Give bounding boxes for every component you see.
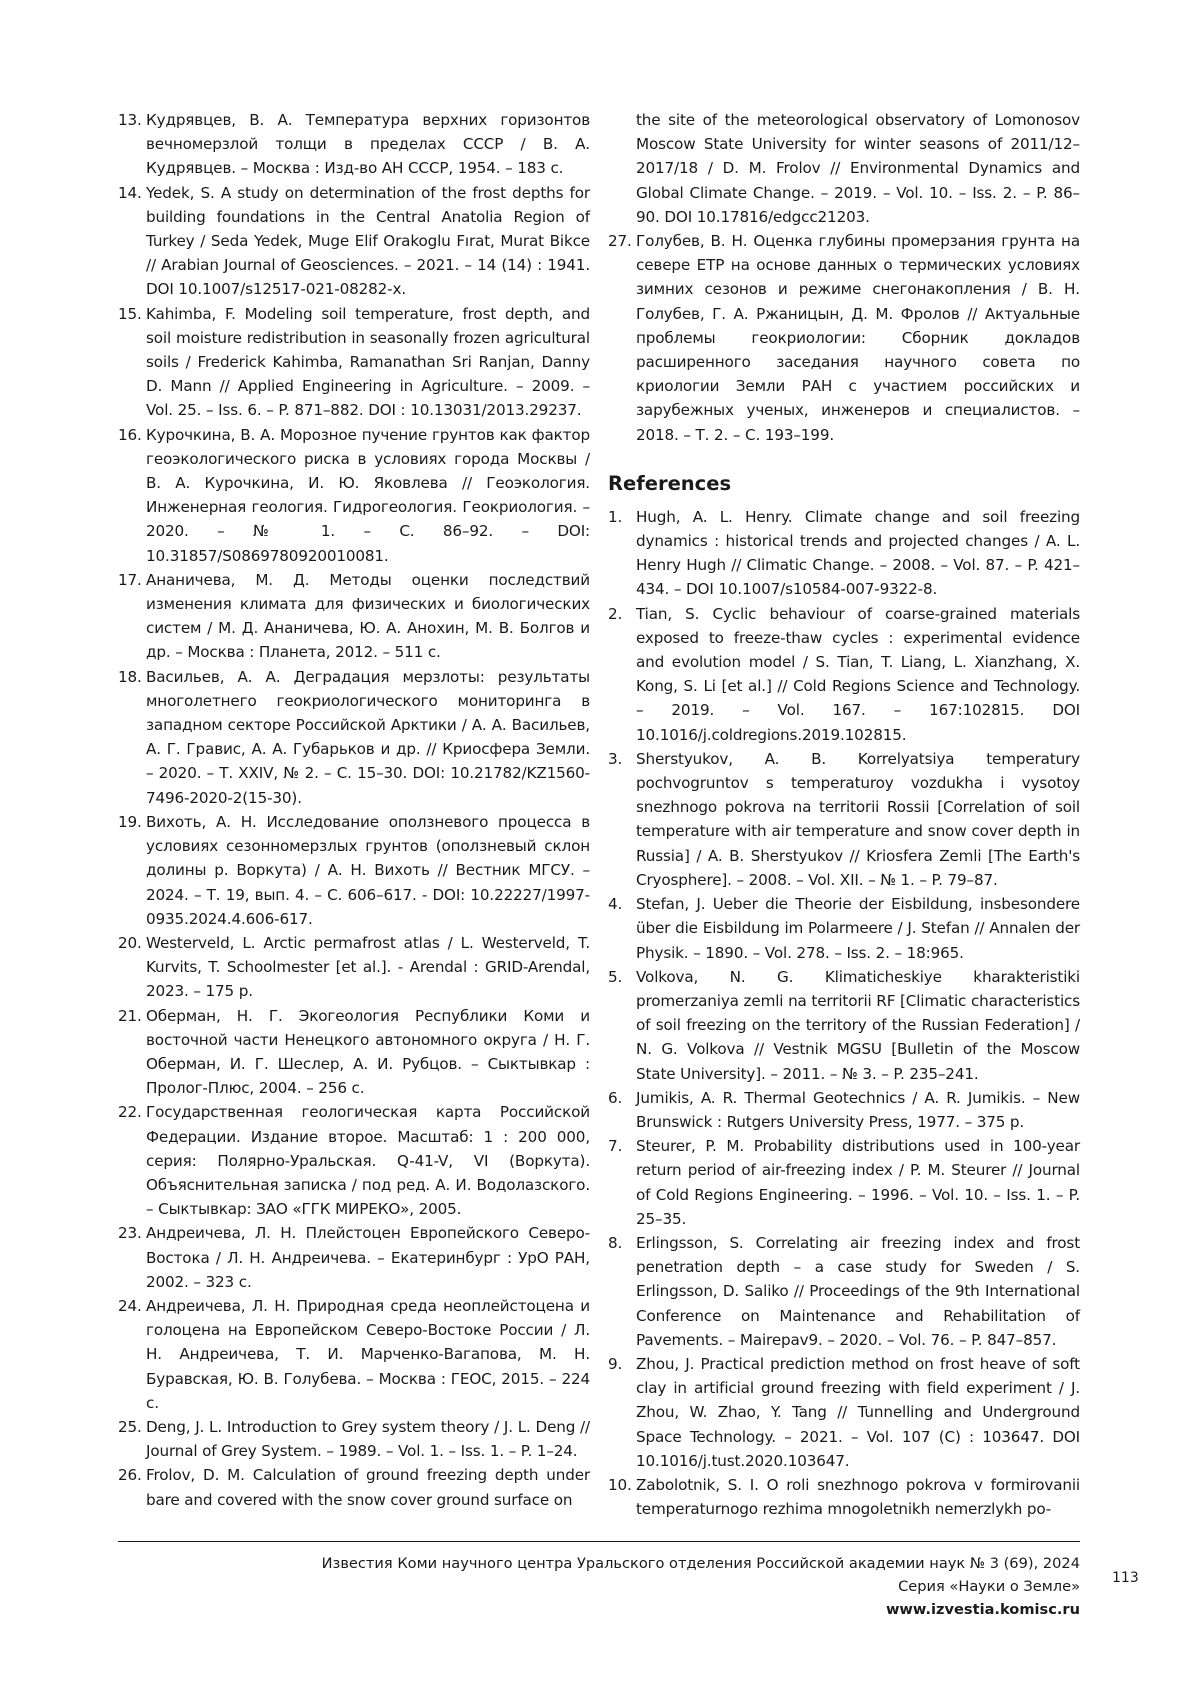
reference-continuation: the site of the meteorological observatory of Lomonosov Moscow State University for winter seasons of 2011/12–2017/18 / D. M. Frolov // Environmental Dynamics and Global Climate Change. – 2019. – Vol. 10. – Iss. 2. – P. 86–90. DOI 10.17816/edgcc21203. (636, 111, 1080, 226)
reference-item (118, 1415, 590, 1463)
series-title: Серия «Науки о Земле» (898, 1578, 1080, 1595)
reference-list-russian (118, 108, 590, 1512)
reference-item (118, 1100, 590, 1221)
reference-number: 7. (608, 1137, 623, 1156)
reference-item (118, 1463, 590, 1511)
reference-number: 25. (118, 1417, 142, 1436)
reference-text: Erlingsson, S. Correlating air freezing index and frost penetration depth – a case study for Sweden / S. Erlingsson, D. Saliko // Proceedings of the 9th International Conference on Maintenance and Rehabilitation of Pavements. – Mairepav9. – 2020. – Vol. 76. – P. 847–857. (636, 1233, 1080, 1349)
reference-number: 13. (118, 111, 142, 129)
reference-item (118, 181, 590, 302)
reference-number: 4. (608, 895, 623, 914)
reference-text: Stefan, J. Ueber die Theorie der Eisbildung, insbesondere über die Eisbildung im Polarmeere / J. Stefan // Annalen der Physik. – 1890. – Vol. 278. – Iss. 2. – 18:965. (636, 895, 1080, 962)
reference-item (118, 1221, 590, 1294)
reference-number: 8. (608, 1233, 623, 1252)
reference-text: Zhou, J. Practical prediction method on frost heave of soft clay in artificial ground freezing with field experiment / J. Zhou, W. Zhao, Y. Tang // Tunnelling and Underground Space Technology. – 2021. – Vol. 107 (C) : 103647. DOI 10.1016/j.tust.2020.103647. (636, 1354, 1080, 1470)
reference-text: Андреичева, Л. Н. Плейстоцен Европейского Северо-Востока / Л. Н. Андреичева. – Екатеринбург : УрО РАН, 2002. – 323 с. (146, 1224, 590, 1291)
reference-item (118, 108, 590, 181)
reference-number: 16. (118, 425, 142, 444)
footer (322, 1552, 1080, 1621)
reference-item (608, 1473, 1080, 1521)
reference-number: 15. (118, 304, 142, 323)
reference-text: Андреичева, Л. Н. Природная среда неоплейстоцена и голоцена на Европейском Северо-Востоке России / Л. Н. Андреичева, Т. И. Марченко-Вагапова, М. Н. Буравская, Ю. В. Голубева. – Москва : ГЕОС, 2015. – 224 с. (146, 1296, 590, 1412)
reference-number: 5. (608, 967, 623, 986)
reference-number: 1. (608, 507, 623, 526)
left-column (118, 108, 590, 1512)
reference-text: Volkova, N. G. Klimaticheskiye kharakteristiki promerzaniya zemli na territorii RF [Climatic characteristics of soil freezing on the territory of the Russian Federation] / N. G. Volkova // Vestnik MGSU [Bulletin of the Moscow State University]. – 2011. – № 3. – P. 235–241. (636, 967, 1080, 1083)
reference-text: Вихоть, А. Н. Исследование оползневого процесса в условиях сезонномерзлых грунтов (оползневый склон долины р. Воркута) / А. Н. Вихоть // Вестник МГСУ. – 2024. – Т. 19, вып. 4. – С. 606–617. - DOI: 10.22227/1997-0935.2024.4.606-617. (146, 812, 590, 928)
reference-text: Westerveld, L. Arctic permafrost atlas / L. Westerveld, T. Kurvits, T. Schoolmester [et al.]. - Arendal : GRID-Arendal, 2023. – 175 p. (146, 933, 590, 1001)
reference-item (608, 602, 1080, 747)
reference-text: Sherstyukov, A. B. Korrelyatsiya temperatury pochvogruntov s temperaturoy vozdukha i vysotoy snezhnogo pokrova na territorii Rossii [Correlation of soil temperature with air temperature and snow cover depth in Russia] / A. B. Sherstyukov // Kriosfera Zemli [The Earth's Cryosphere]. – 2008. – Vol. XII. – № 1. – P. 79–87. (636, 749, 1080, 889)
reference-number: 19. (118, 812, 142, 831)
reference-number: 21. (118, 1006, 142, 1025)
reference-list-english (608, 505, 1080, 1522)
reference-text: Yedek, S. A study on determination of the frost depths for building foundations in the Central Anatolia Region of Turkey / Seda Yedek, Muge Elif Orakoglu Fırat, Murat Bikce // Arabian Journal of Geosciences. – 2021. – 14 (14) : 1941. DOI 10.1007/s12517-021-08282-x. (146, 183, 590, 299)
page-number: 113 (1112, 1570, 1139, 1586)
reference-text: Ананичева, М. Д. Методы оценки последствий изменения климата для физических и биологических систем / М. Д. Ананичева, Ю. А. Анохин, М. В. Болгов и др. – Москва : Планета, 2012. – 511 с. (146, 570, 590, 662)
reference-item (118, 1294, 590, 1415)
reference-item (608, 892, 1080, 965)
reference-number: 17. (118, 570, 142, 589)
journal-title: Известия Коми научного центра Уральского отделения Российской академии наук № 3 (69), 2024 (321, 1555, 1080, 1572)
reference-item (608, 1231, 1080, 1352)
reference-item (118, 810, 590, 931)
references-heading: References (608, 471, 732, 495)
reference-item (608, 747, 1080, 892)
reference-item (118, 931, 590, 1004)
reference-number: 27. (608, 232, 632, 251)
reference-item (608, 1352, 1080, 1473)
reference-text: Оберман, Н. Г. Экогеология Республики Коми и восточной части Ненецкого автономного округа / Н. Г. Оберман, И. Г. Шеслер, А. И. Рубцов. – Сыктывкар : Пролог-Плюс, 2004. – 256 с. (146, 1006, 590, 1098)
reference-text: Steurer, P. M. Probability distributions used in 100-year return period of air-freezing index / P. M. Steurer // Journal of Cold Regions Engineering. – 1996. – Vol. 10. – Iss. 1. – P. 25–35. (636, 1137, 1080, 1228)
reference-text: Jumikis, A. R. Thermal Geotechnics / A. R. Jumikis. – New Brunswick : Rutgers University Press, 1977. – 375 p. (636, 1088, 1080, 1131)
reference-item (118, 302, 590, 423)
reference-item (608, 965, 1080, 1086)
reference-text: Курочкина, В. А. Морозное пучение грунтов как фактор геоэкологического риска в условиях города Москвы / В. А. Курочкина, И. Ю. Яковлева // Геоэкология. Инженерная геология. Гидрогеология. Геокриология. – 2020. – № 1. – С. 86–92. – DOI: 10.31857/S0869780920010081. (146, 425, 590, 565)
reference-item (608, 229, 1080, 447)
reference-number: 18. (118, 667, 142, 686)
reference-text: Frolov, D. M. Calculation of ground freezing depth under bare and covered with the snow cover ground surface on (146, 1466, 590, 1509)
reference-text: Государственная геологическая карта Российской Федерации. Издание второе. Масштаб: 1 : 200 000, серия: Полярно-Уральская. Q-41-V, VI (Воркута). Объяснительная записка / под ред. А. И. Водолазского. – Сыктывкар: ЗАО «ГГК МИРЕКО», 2005. (146, 1103, 590, 1219)
reference-text: Hugh, A. L. Henry. Climate change and soil freezing dynamics : historical trends and projected changes / A. L. Henry Hugh // Climatic Change. – 2008. – Vol. 87. – P. 421–434. – DOI 10.1007/s10584-007-9322-8. (636, 507, 1080, 599)
reference-text: Кудрявцев, В. А. Температура верхних горизонтов вечномерзлой толщи в пределах СССР / В. А. Кудрявцев. – Москва : Изд-во АН СССР, 1954. – 183 с. (146, 111, 590, 178)
reference-item (118, 1004, 590, 1101)
reference-number: 24. (118, 1296, 142, 1315)
reference-item (608, 1086, 1080, 1134)
reference-text: Васильев, А. А. Деградация мерзлоты: результаты многолетнего геокриологического мониторинга в западном секторе Российской Арктики / А. А. Васильев, А. Г. Гравис, А. А. Губарьков и др. // Криосфера Земли. – 2020. – Т. XXIV, № 2. – С. 15–30. DOI: 10.21782/KZ1560-7496-2020-2(15-30). (146, 667, 590, 807)
journal-url: www.izvestia.komisc.ru (885, 1601, 1080, 1618)
reference-number: 9. (608, 1354, 623, 1373)
reference-number: 23. (118, 1224, 142, 1243)
reference-number: 10. (608, 1475, 632, 1494)
reference-text: Deng, J. L. Introduction to Grey system theory / J. L. Deng // Journal of Grey System. – 1989. – Vol. 1. – Iss. 1. – P. 1–24. (146, 1417, 590, 1461)
right-column (608, 108, 1080, 1521)
reference-text: Tian, S. Cyclic behaviour of coarse-grained materials exposed to freeze-thaw cycles : experimental evidence and evolution model / S. Tian, T. Liang, L. Xianzhang, X. Kong, S. Li [et al.] // Cold Regions Science and Technology. – 2019. – Vol. 167. – 167:102815. DOI 10.1016/j.coldregions.2019.102815. (636, 604, 1080, 744)
reference-text: Голубев, В. Н. Оценка глубины промерзания грунта на севере ЕТР на основе данных о термических условиях зимних сезонов и режиме снегонакопления / В. Н. Голубев, Г. А. Ржаницын, Д. М. Фролов // Актуальные проблемы геокриологии: Сборник докладов расширенного заседания научного совета по криологии Земли РАН с участием российских и зарубежных ученых, инженеров и специалистов. – 2018. – Т. 2. – С. 193–199. (636, 232, 1080, 444)
reference-item (608, 505, 1080, 602)
reference-number: 20. (118, 933, 142, 952)
reference-number: 14. (118, 183, 142, 202)
reference-number: 26. (118, 1466, 142, 1485)
reference-number: 22. (118, 1103, 142, 1122)
reference-list-russian-continued (608, 229, 1080, 447)
reference-item (118, 423, 590, 568)
reference-number: 2. (608, 604, 623, 623)
footer-rule (118, 1541, 1080, 1542)
reference-text: Kahimba, F. Modeling soil temperature, frost depth, and soil moisture redistribution in seasonally frozen agricultural soils / Frederick Kahimba, Ramanathan Sri Ranjan, Danny D. Mann // Applied Engineering in Agriculture. – 2009. – Vol. 25. – Iss. 6. – P. 871–882. DOI : 10.13031/2013.29237. (146, 304, 590, 420)
reference-number: 3. (608, 749, 623, 768)
reference-number: 6. (608, 1088, 623, 1107)
reference-item (608, 1134, 1080, 1231)
reference-item (118, 568, 590, 665)
reference-item (118, 665, 590, 810)
reference-text: Zabolotnik, S. I. O roli snezhnogo pokrova v formirovanii temperaturnogo rezhima mnogoletnikh nemerzlykh po- (636, 1475, 1080, 1519)
